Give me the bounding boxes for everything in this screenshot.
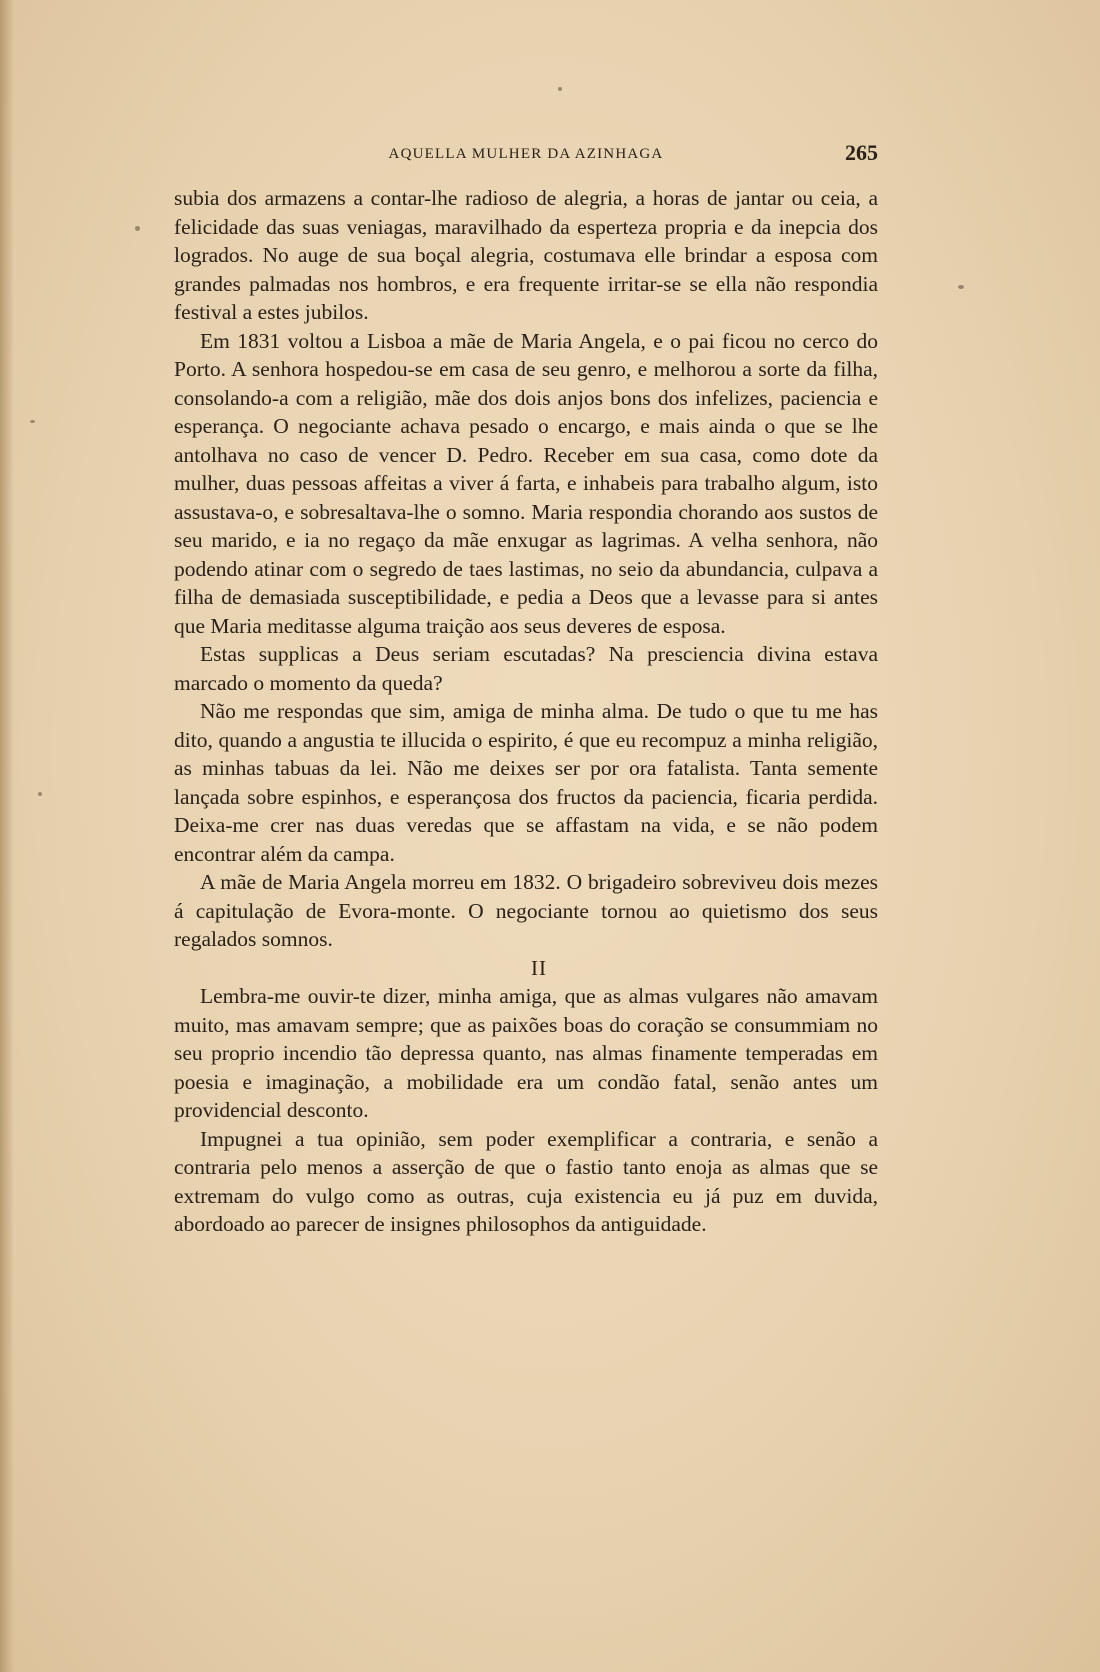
paragraph: A mãe de Maria Angela morreu em 1832. O brigadeiro sobreviveu dois mezes á capitulação de Evora-monte. O negociante tornou ao quietismo dos seus regalados somnos.: [174, 870, 878, 951]
ink-speck: [30, 420, 35, 423]
ink-speck: [958, 285, 964, 289]
paragraph: Estas supplicas a Deus seriam escutadas? Na presciencia divina estava marcado o momento da queda?: [174, 642, 878, 695]
ink-speck: [558, 87, 562, 91]
paragraph: Não me respondas que sim, amiga de minha alma. De tudo o que tu me has dito, quando a angustia te illucida o espirito, é que eu recompuz a minha religião, as minhas tabuas da lei. Não me deixes ser por ora fatalista. Tanta semente lançada sobre espinhos, e esperançosa dos fructos da paciencia, ficaria perdida. Deixa-me crer nas duas veredas que se affastam na vida, e se não podem encontrar além da campa.: [174, 699, 878, 866]
page-header: [174, 140, 878, 170]
paragraph: Lembra-me ouvir-te dizer, minha amiga, que as almas vulgares não amavam muito, mas amavam sempre; que as paixões boas do coração se consummiam no seu proprio incendio tão depressa quanto, nas almas finamente temperadas em poesia e imaginação, a mobilidade era um condão fatal, senão antes um providencial desconto.: [174, 984, 878, 1122]
body-text: [174, 184, 878, 1239]
section-heading: II: [531, 955, 547, 980]
page-number: 265: [845, 140, 878, 165]
ink-speck: [38, 792, 42, 796]
paragraph: subia dos armazens a contar-lhe radioso de alegria, a horas de jantar ou ceia, a felicidade das suas veniagas, maravilhado da esperteza propria e da inepcia dos logrados. No auge de sua boçal alegria, costumava elle brindar a esposa com grandes palmadas nos hombros, e era frequente irritar-se se ella não respondia festival a estes jubilos.: [174, 186, 878, 324]
running-title: AQUELLA MULHER DA AZINHAGA: [388, 146, 664, 162]
page-edge-shadow: [0, 0, 14, 1672]
paragraph: Impugnei a tua opinião, sem poder exemplificar a contraria, e senão a contraria pelo menos a asserção de que o fastio tanto enoja as almas que se extremam do vulgo como as outras, cuja existencia eu já puz em duvida, abordoado ao parecer de insignes philosophos da antiguidade.: [174, 1126, 878, 1236]
paragraph: Em 1831 voltou a Lisboa a mãe de Maria Angela, e o pai ficou no cerco do Porto. A senhora hospedou-se em casa de seu genro, e melhorou a sorte da filha, consolando-a com a religião, mãe dos dois anjos bons dos infelizes, paciencia e esperança. O negociante achava pesado o encargo, e mais ainda o que se lhe antolhava no caso de vencer D. Pedro. Receber em sua casa, como dote da mulher, duas pessoas affeitas a viver á farta, e inhabeis para trabalho algum, isto assustava-o, e sobresaltava-lhe o somno. Maria respondia chorando aos sustos de seu marido, e ia no regaço da mãe enxugar as lagrimas. A velha senhora, não podendo atinar com o segredo de taes lastimas, no seio da abundancia, culpava a filha de demasiada susceptibilidade, e pedia a Deos que a levasse para si antes que Maria meditasse alguma traição aos seus deveres de esposa.: [174, 328, 878, 638]
ink-speck: [135, 226, 140, 231]
